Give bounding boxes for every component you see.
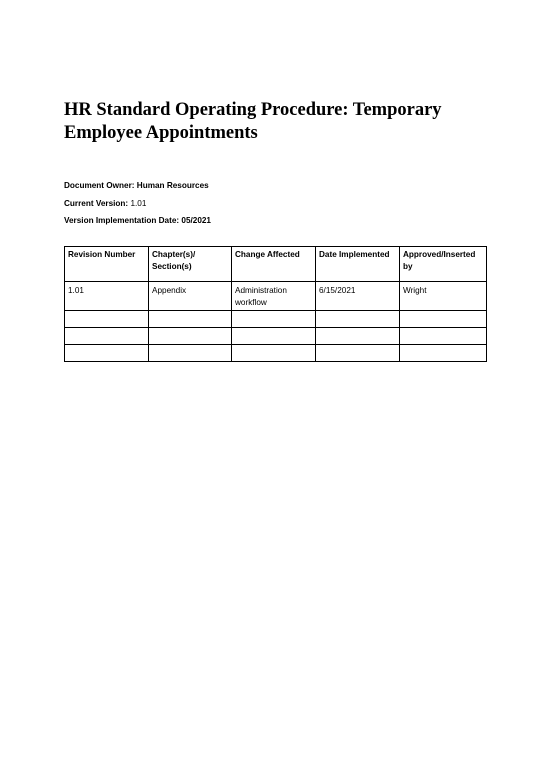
cell-change-affected: Administration workflow [232, 282, 316, 311]
cell-approved-inserted-by [400, 311, 487, 328]
owner-value: Human Resources [136, 181, 209, 190]
implementation-date-value: 05/2021 [181, 216, 211, 225]
header-change-affected: Change Affected [232, 247, 316, 282]
table-header-row [65, 247, 487, 282]
cell-date-implemented [316, 345, 400, 362]
cell-revision-number [65, 328, 149, 345]
document-metadata [64, 181, 211, 234]
cell-approved-inserted-by [400, 345, 487, 362]
implementation-date-label: Version Implementation Date: [64, 216, 182, 225]
cell-date-implemented [316, 328, 400, 345]
header-chapter-section: Chapter(s)/ Section(s) [149, 247, 232, 282]
cell-change-affected [232, 328, 316, 345]
cell-revision-number [65, 345, 149, 362]
cell-change-affected [232, 345, 316, 362]
cell-chapter-section [149, 345, 232, 362]
cell-date-implemented: 6/15/2021 [316, 282, 400, 311]
version-line [64, 199, 211, 209]
cell-approved-inserted-by: Wright [400, 282, 487, 311]
revision-history-table [64, 246, 487, 362]
table-row [65, 345, 487, 362]
version-value: 1.01 [130, 198, 147, 208]
implementation-date-line [64, 216, 211, 226]
cell-chapter-section [149, 311, 232, 328]
cell-change-affected [232, 311, 316, 328]
cell-revision-number: 1.01 [65, 282, 149, 311]
header-approved-inserted-by: Approved/Inserted by [400, 247, 487, 282]
cell-date-implemented [316, 311, 400, 328]
table-row [65, 311, 487, 328]
header-date-implemented: Date Implemented [316, 247, 400, 282]
table-row [65, 328, 487, 345]
owner-label: Document Owner: [64, 181, 137, 190]
document-title: HR Standard Operating Procedure: Temporary Employee Appointments [64, 100, 442, 143]
cell-chapter-section [149, 328, 232, 345]
owner-line [64, 181, 211, 191]
header-revision-number: Revision Number [65, 247, 149, 282]
version-label: Current Version: [64, 198, 131, 208]
cell-revision-number [65, 311, 149, 328]
cell-approved-inserted-by [400, 328, 487, 345]
table-row [65, 282, 487, 311]
cell-chapter-section: Appendix [149, 282, 232, 311]
